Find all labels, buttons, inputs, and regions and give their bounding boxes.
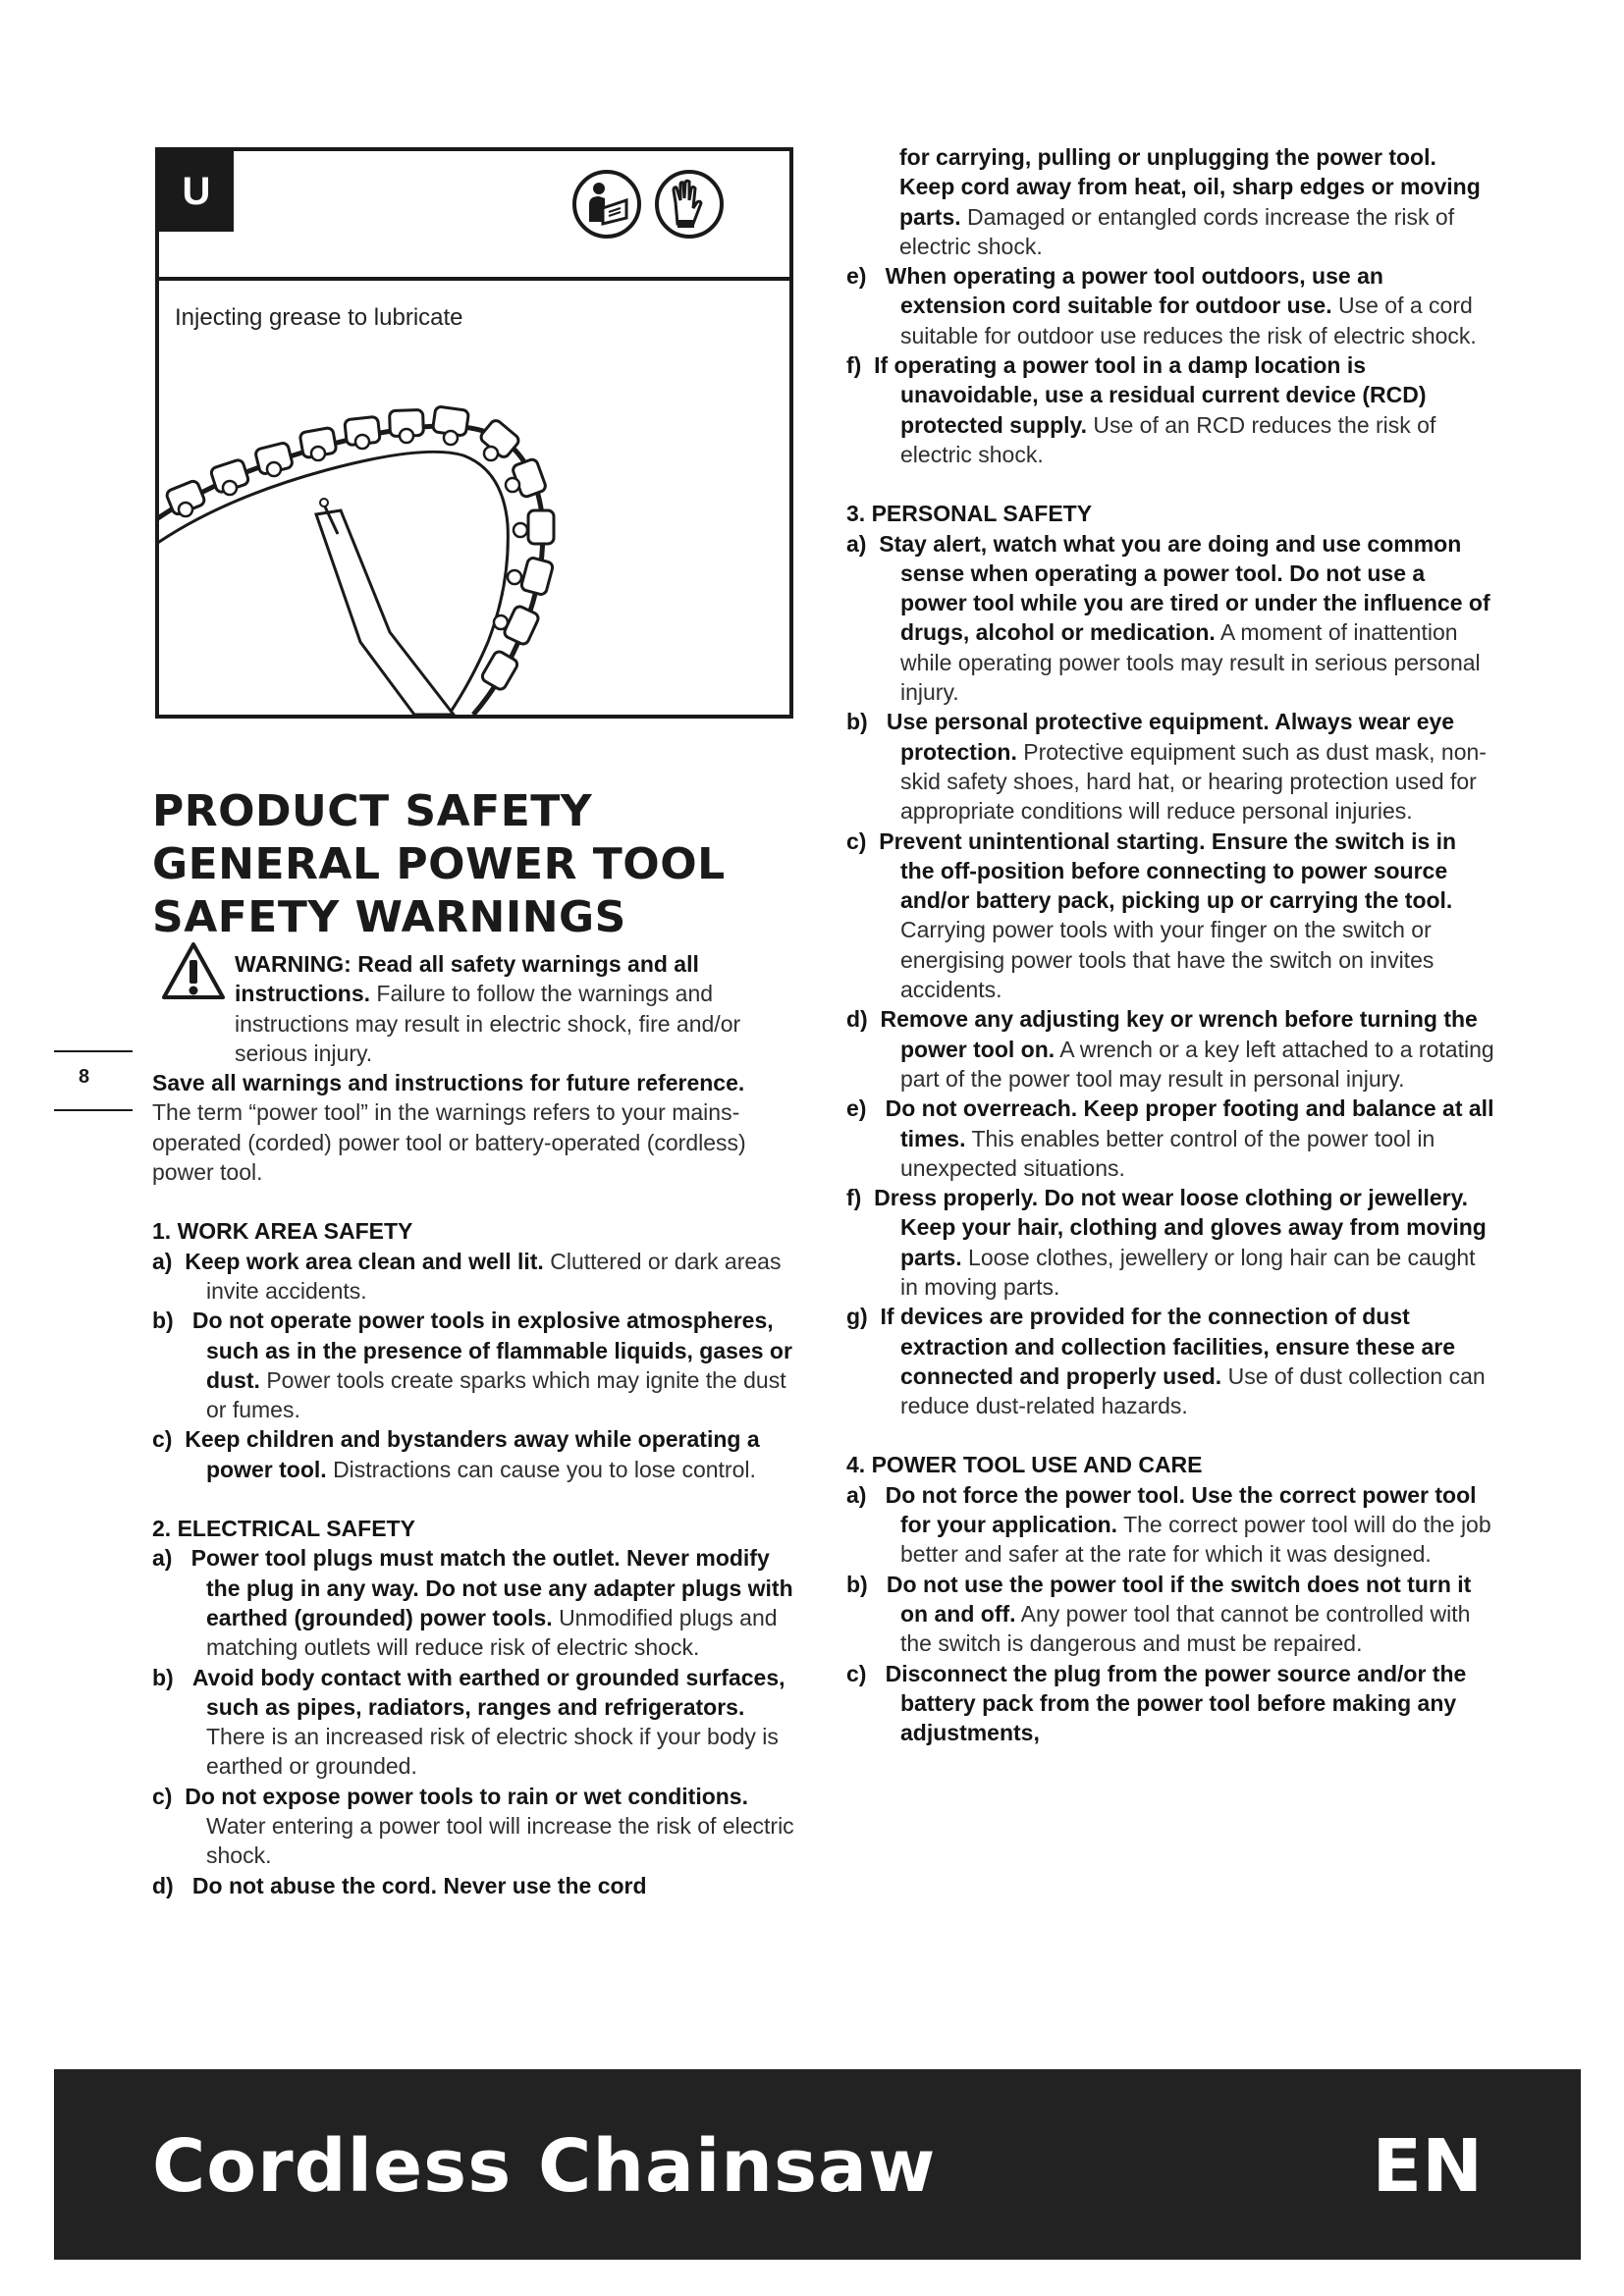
heading-line-3: SAFETY WARNINGS bbox=[152, 892, 626, 942]
list-item: d) Do not abuse the cord. Never use the cord bbox=[152, 1872, 647, 1898]
list-item: e) When operating a power tool outdoors, use an extension cord suitable for outdoor use. Use of a cord suitable for outdoor use reduces the risk of electric shock. bbox=[846, 263, 1477, 348]
list-item: a) Keep work area clean and well lit. Cluttered or dark areas invite accidents. bbox=[152, 1248, 782, 1304]
heading-line-2: GENERAL POWER TOOL bbox=[152, 839, 726, 889]
list-item: a) Power tool plugs must match the outlet. Never modify the plug in any way. Do not use any adapter plugs with earthed (grounded) power tools. Unmodified plugs and matching outlets will reduce risk of electric shock. bbox=[152, 1545, 793, 1661]
list-item: b) Use personal protective equipment. Always wear eye protection. Protective equipment such as dust mask, non-skid safety shoes, hard hat, or hearing protection used for appropriate conditions will reduce personal injuries. bbox=[846, 709, 1487, 825]
electrical-continued: for carrying, pulling or unplugging the power tool. Keep cord away from heat, oil, sharp edges or moving parts. Damaged or entangled cords increase the risk of electric shock. bbox=[899, 144, 1481, 259]
wear-gloves-icon bbox=[654, 169, 725, 240]
list-item: b) Avoid body contact with earthed or grounded surfaces, such as pipes, radiators, ranges and refrigerators. There is an increased risk of electric shock if your body is earthed or grounded. bbox=[152, 1664, 785, 1780]
tool-use-title: 4. POWER TOOL USE AND CARE bbox=[846, 1452, 1203, 1478]
page-marker-line-top bbox=[54, 1050, 133, 1052]
read-manual-icon bbox=[571, 169, 642, 240]
figure-letter: U bbox=[159, 151, 234, 232]
list-item: g) If devices are provided for the connection of dust extraction and collection facilities, ensure these are connected and properly used. Use of dust collection can reduce dust-related hazards. bbox=[846, 1304, 1486, 1419]
page-marker-line-bottom bbox=[54, 1109, 133, 1111]
right-column bbox=[846, 142, 1494, 1747]
list-item: a) Do not force the power tool. Use the correct power tool for your application. The correct power tool will do the job better and safer at the rate for which it was designed. bbox=[846, 1481, 1491, 1568]
list-item: c) Do not expose power tools to rain or wet conditions. Water entering a power tool will increase the risk of electric shock. bbox=[152, 1783, 794, 1869]
left-column bbox=[152, 949, 800, 1900]
figure-header bbox=[159, 151, 789, 281]
list-item: a) Stay alert, watch what you are doing and use common sense when operating a power tool. Do not use a power tool while you are tired or under the influence of drugs, alcohol or medication. A moment of inattention while operating power tools may result in serious personal injury. bbox=[846, 530, 1490, 706]
page-number: 8 bbox=[79, 1066, 90, 1088]
save-notice: Save all warnings and instructions for future reference. bbox=[152, 1070, 745, 1096]
work-area-title: 1. WORK AREA SAFETY bbox=[152, 1218, 413, 1245]
list-item: b) Do not operate power tools in explosive atmospheres, such as in the presence of flammable liquids, gases or dust. Power tools create sparks which may ignite the dust or fumes. bbox=[152, 1308, 792, 1423]
illustration-figure bbox=[155, 147, 793, 719]
product-title: Cordless Chainsaw bbox=[152, 2124, 937, 2209]
section-heading bbox=[152, 785, 741, 944]
footer-banner bbox=[54, 2069, 1581, 2260]
figure-caption: Injecting grease to lubricate bbox=[175, 304, 463, 331]
list-item: f) Dress properly. Do not wear loose clothing or jewellery. Keep your hair, clothing and gloves away from moving parts. Loose clothes, jewellery or long hair can be caught in moving parts. bbox=[846, 1185, 1487, 1300]
list-item: e) Do not overreach. Keep proper footing and balance at all times. This enables better control of the power tool in unexpected situations. bbox=[846, 1095, 1494, 1181]
list-item: f) If operating a power tool in a damp location is unavoidable, use a residual current device (RCD) protected supply. Use of an RCD reduces the risk of electric shock. bbox=[846, 352, 1436, 467]
list-item: d) Remove any adjusting key or wrench before turning the power tool on. A wrench or a key left attached to a rotating part of the power tool may result in personal injury. bbox=[846, 1006, 1494, 1092]
warning-paragraph: WARNING: Read all safety warnings and all instructions. Failure to follow the warnings and instructions may result in electric shock, fire and/or serious injury. bbox=[235, 951, 741, 1066]
language-code: EN bbox=[1372, 2124, 1483, 2209]
power-tool-term: The term “power tool” in the warnings refers to your mains-operated (corded) power tool or battery-operated (cordless) power tool. bbox=[152, 1099, 746, 1186]
list-item: c) Disconnect the plug from the power source and/or the battery pack from the power tool before making any adjustments, bbox=[846, 1660, 1467, 1746]
list-item: c) Prevent unintentional starting. Ensure the switch is in the off-position before connecting to power source and/or battery pack, picking up or carrying the tool. Carrying power tools with your finger on the switch or energising power tools that have the switch on invites accidents. bbox=[846, 828, 1457, 1003]
electrical-title: 2. ELECTRICAL SAFETY bbox=[152, 1516, 415, 1542]
chain-grease-illustration bbox=[159, 338, 789, 715]
list-item: b) Do not use the power tool if the switch does not turn it on and off. Any power tool that cannot be controlled with the switch is dangerous and must be repaired. bbox=[846, 1571, 1472, 1657]
heading-line-1: PRODUCT SAFETY bbox=[152, 786, 593, 836]
personal-title: 3. PERSONAL SAFETY bbox=[846, 501, 1093, 527]
list-item: c) Keep children and bystanders away while operating a power tool. Distractions can cause you to lose control. bbox=[152, 1426, 760, 1482]
